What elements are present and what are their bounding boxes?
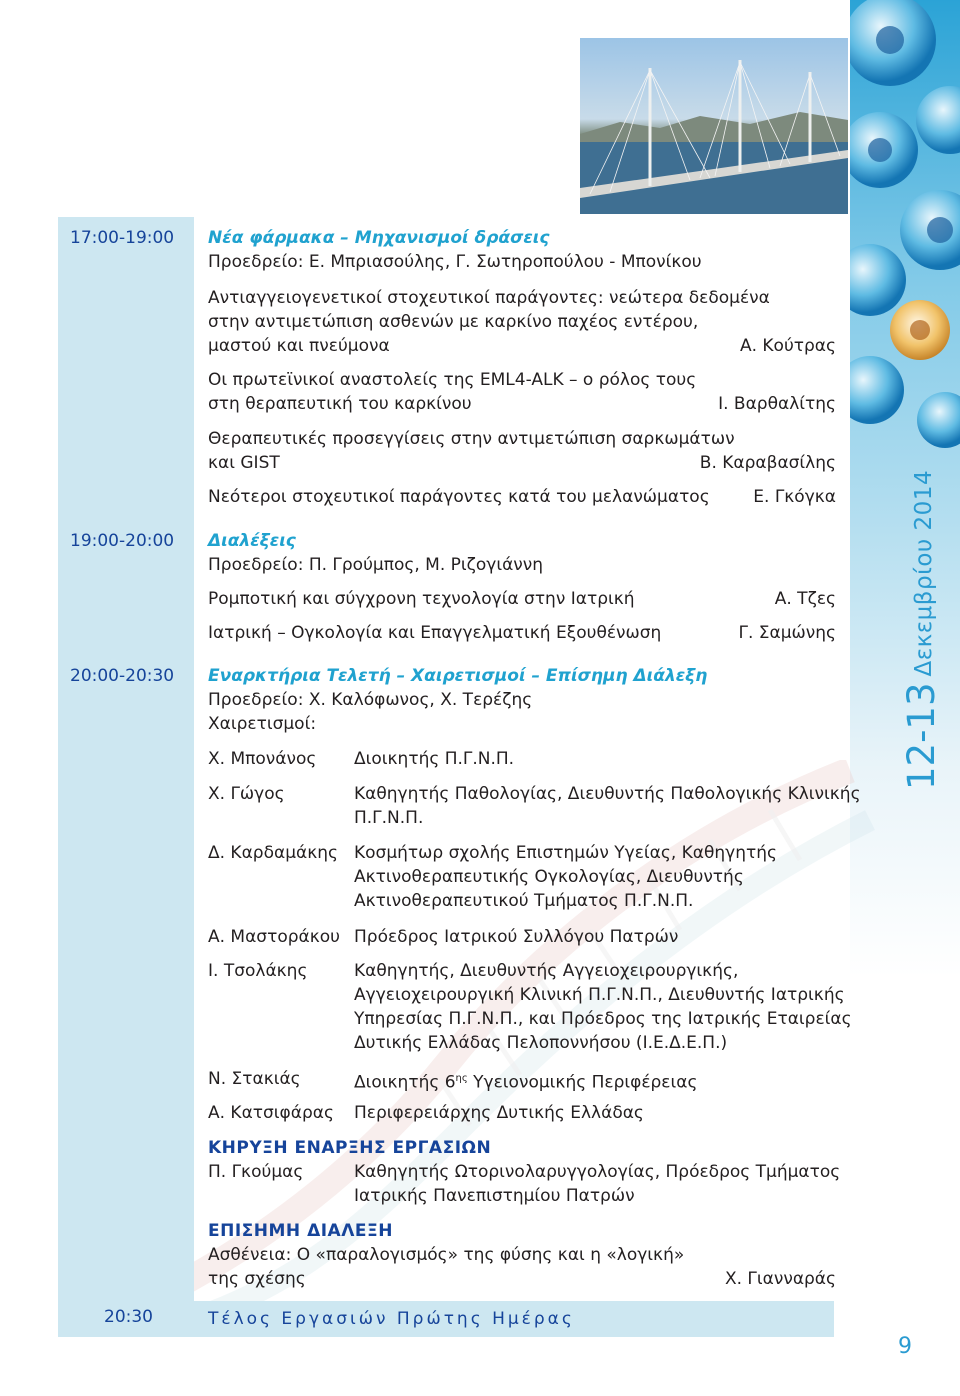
- session-time: 17:00-19:00: [70, 228, 175, 248]
- greeting-role-part: Υγειονομικής Περιφέρειας: [467, 1072, 698, 1093]
- conference-date: [870, 460, 943, 790]
- cells-illustration: [850, 0, 960, 470]
- greeting-role: Δυτικής Ελλάδας Πελοποννήσου (Ι.Ε.Δ.Ε.Π.): [354, 1033, 728, 1053]
- opening-name: Π. Γκούμας: [208, 1162, 304, 1182]
- bridge-photo: [580, 38, 848, 214]
- lecture-title-line: Ασθένεια: Ο «παραλογισμός» της φύσης και η «λογική»: [208, 1245, 685, 1265]
- talk-title-line: Ιατρική – Ογκολογία και Επαγγελματική Εξουθένωση: [208, 623, 662, 643]
- session-chairs: Προεδρείο: Ε. Μπριασούλης, Γ. Σωτηροπούλου - Μπονίκου: [208, 252, 702, 272]
- greeting-name: Χ. Γώγος: [208, 784, 285, 804]
- greeting-role: Π.Γ.Ν.Π.: [354, 808, 424, 828]
- greeting-name: Ν. Στακιάς: [208, 1069, 301, 1089]
- talk-title-line: Θεραπευτικές προσεγγίσεις στην αντιμετώπιση σαρκωμάτων: [208, 429, 735, 449]
- footer-text: Τέλος Εργασιών Πρώτης Ημέρας: [208, 1309, 575, 1329]
- greeting-name: Α. Κατσιφάρας: [208, 1103, 334, 1123]
- talk-title-line: Αντιαγγειογενετικοί στοχευτικοί παράγοντες: νεώτερα δεδομένα: [208, 288, 770, 308]
- date-month: Δεκεμβρίου 2014: [911, 469, 937, 677]
- talk-title-line: μαστού και πνεύμονα: [208, 336, 390, 356]
- greeting-role: Καθηγητής, Διευθυντής Αγγειοχειρουργικής,: [354, 961, 739, 981]
- talk-title-line: Ρομποτική και σύγχρονη τεχνολογία στην Ιατρική: [208, 589, 635, 609]
- session-chairs: Προεδρείο: Π. Γρούμπος, Μ. Ριζογιάννη: [208, 555, 544, 575]
- session-time: 19:00-20:00: [70, 531, 175, 551]
- greeting-role: Ακτινοθεραπευτικής Ογκολογίας, Διευθυντής: [354, 867, 744, 887]
- greeting-role: Αγγειοχειρουργική Κλινική Π.Γ.Ν.Π., Διευθυντής Ιατρικής: [354, 985, 845, 1005]
- greeting-role: Πρόεδρος Ιατρικού Συλλόγου Πατρών: [354, 927, 679, 947]
- session-time: 20:00-20:30: [70, 666, 175, 686]
- time-column-bar: [58, 217, 194, 1301]
- session-title: Νέα φάρμακα – Μηχανισμοί δράσεις: [208, 228, 550, 248]
- opening-heading: ΚΗΡΥΞΗ ΕΝΑΡΞΗΣ ΕΡΓΑΣΙΩΝ: [208, 1138, 492, 1158]
- greeting-name: Α. Μαστοράκου: [208, 927, 340, 947]
- greeting-role: Κοσμήτωρ σχολής Επιστημών Υγείας, Καθηγητής: [354, 843, 777, 863]
- talk-speaker: Α. Κούτρας: [739, 336, 836, 356]
- greeting-role: Υπηρεσίας Π.Γ.Ν.Π., και Πρόεδρος της Ιατρικής Εταιρείας: [354, 1009, 852, 1029]
- talk-title-line: στην αντιμετώπιση ασθενών με καρκίνο παχέος εντέρου,: [208, 312, 699, 332]
- talk-title-line: Οι πρωτεϊνικοί αναστολείς της EML4-ALK – ο ρόλος τους: [208, 370, 697, 390]
- talk-speaker: Β. Καραβασίλης: [699, 453, 836, 473]
- lecture-heading: ΕΠΙΣΗΜΗ ΔΙΑΛΕΞΗ: [208, 1221, 393, 1241]
- session-title: Διαλέξεις: [208, 531, 296, 551]
- page-number: 9: [898, 1334, 912, 1359]
- greetings-label: Χαιρετισμοί:: [208, 714, 317, 734]
- greeting-role: Περιφερειάρχης Δυτικής Ελλάδας: [354, 1103, 644, 1123]
- talk-title-line: και GIST: [208, 453, 280, 473]
- lecture-speaker: Χ. Γιανναράς: [724, 1269, 836, 1289]
- greeting-role: Διοικητής Π.Γ.Ν.Π.: [354, 749, 515, 769]
- talk-speaker: Ι. Βαρθαλίτης: [718, 394, 836, 414]
- greeting-role: Ακτινοθεραπευτικού Τμήματος Π.Γ.Ν.Π.: [354, 891, 694, 911]
- footer-time: 20:30: [104, 1307, 153, 1327]
- bridge-illustration: [580, 38, 848, 214]
- ordinal-suffix: ης: [455, 1073, 468, 1084]
- greeting-name: Ι. Τσολάκης: [208, 961, 308, 981]
- greeting-name: Χ. Μπονάνος: [208, 749, 317, 769]
- session-chairs: Προεδρείο: Χ. Καλόφωνος, Χ. Τερέζης: [208, 690, 533, 710]
- opening-role: Καθηγητής Ωτορινολαρυγγολογίας, Πρόεδρος Τμήματος: [354, 1162, 841, 1182]
- talk-speaker: Α. Τζες: [774, 589, 836, 609]
- greeting-role-part: Διοικητής 6: [354, 1072, 456, 1093]
- lecture-title-line: της σχέσης: [208, 1269, 306, 1289]
- greeting-name: Δ. Καρδαμάκης: [208, 843, 338, 863]
- session-title: Εναρκτήρια Τελετή – Χαιρετισμοί – Επίσημη Διάλεξη: [208, 666, 708, 686]
- opening-role: Ιατρικής Πανεπιστημίου Πατρών: [354, 1186, 635, 1206]
- greeting-role: Καθηγητής Παθολογίας, Διευθυντής Παθολογικής Κλινικής: [354, 784, 861, 804]
- talk-speaker: Γ. Σαμώνης: [738, 623, 836, 643]
- talk-title-line: Νεότεροι στοχευτικοί παράγοντες κατά του μελανώματος: [208, 487, 710, 507]
- greeting-role: [354, 1067, 697, 1095]
- date-range: 12-13: [900, 682, 943, 790]
- talk-title-line: στη θεραπευτική του καρκίνου: [208, 394, 472, 414]
- talk-speaker: Ε. Γκόγκα: [753, 487, 836, 507]
